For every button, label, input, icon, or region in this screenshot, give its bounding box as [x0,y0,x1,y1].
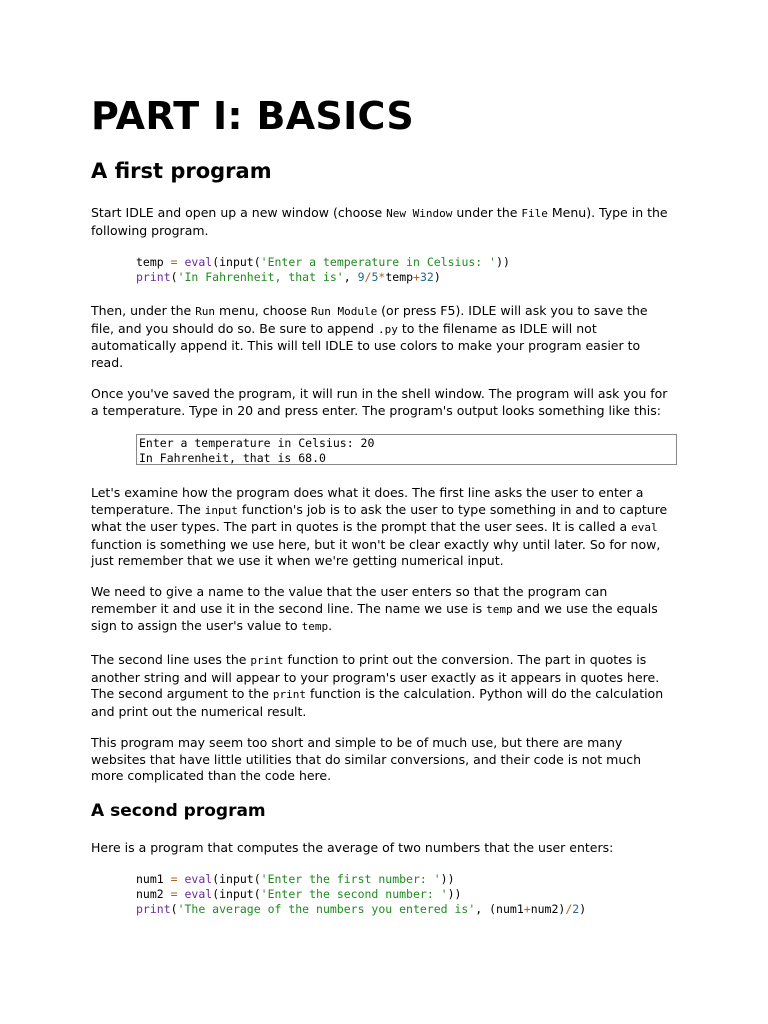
name-paragraph: We need to give a name to the value that the user enters so that the program can remember it and use it in the second line. The name we use is temp and we use the equals sign to assign the user's value to temp. [91,584,658,634]
code-line: print('The average of the numbers you entered is', (num1+num2)/2) [136,902,587,916]
code-line: temp = eval(input('Enter a temperature in Celsius: ')) [136,255,510,269]
second-intro-paragraph: Here is a program that computes the average of two numbers that the user enters: [91,840,614,855]
run-paragraph: Then, under the Run menu, choose Run Module (or press F5). IDLE will ask you to save the file, and you should do so. Be sure to append .py to the filename as IDLE will not automatically append it. This will tell IDLE to use colors to make your program easier to read. [91,303,648,370]
code-line: num1 = eval(input('Enter the first number: ')) [136,872,455,886]
output-line: In Fahrenheit, that is 68.0 [139,451,326,465]
file-code: File [521,207,548,220]
page-title: PART I: BASICS [91,94,415,138]
code-block-second [136,872,586,917]
new-window-code: New Window [386,207,453,220]
short-program-paragraph: This program may seem too short and simple to be of much use, but there are many websites that have little utilities that do similar conversions, and their code is not much more complicated than the code here. [91,735,642,784]
section-heading-first-program: A first program [91,159,272,183]
second-line-paragraph: The second line uses the print function to print out the conversion. The part in quotes is another string and will appear to your program's user exactly as it appears in quotes here. The second argument to the print function is the calculation. Python will do the calculation and print out the numerical result. [91,652,664,719]
output-box [136,434,677,465]
section-heading-second-program: A second program [91,801,266,821]
examine-paragraph: Let's examine how the program does what it does. The first line asks the user to enter a temperature. The input function's job is to ask the user to type something in and to capture what the user types. The part in quotes is the prompt that the user sees. It is called a eval function is something we use here, but it won't be clear exactly why until later. So for now, just remember that we use it when we're getting numerical input. [91,485,668,569]
code-block-first [136,255,510,285]
saved-paragraph: Once you've saved the program, it will run in the shell window. The program will ask you for a temperature. Type in 20 and press enter. The program's output looks something like this: [91,386,668,418]
code-line: print('In Fahrenheit, that is', 9/5*temp+32) [136,270,441,284]
code-line: num2 = eval(input('Enter the second number: ')) [136,887,462,901]
intro-paragraph: Start IDLE and open up a new window (choose New Window under the File Menu). Type in the following program. [91,205,668,238]
output-line: Enter a temperature in Celsius: 20 [139,436,375,450]
